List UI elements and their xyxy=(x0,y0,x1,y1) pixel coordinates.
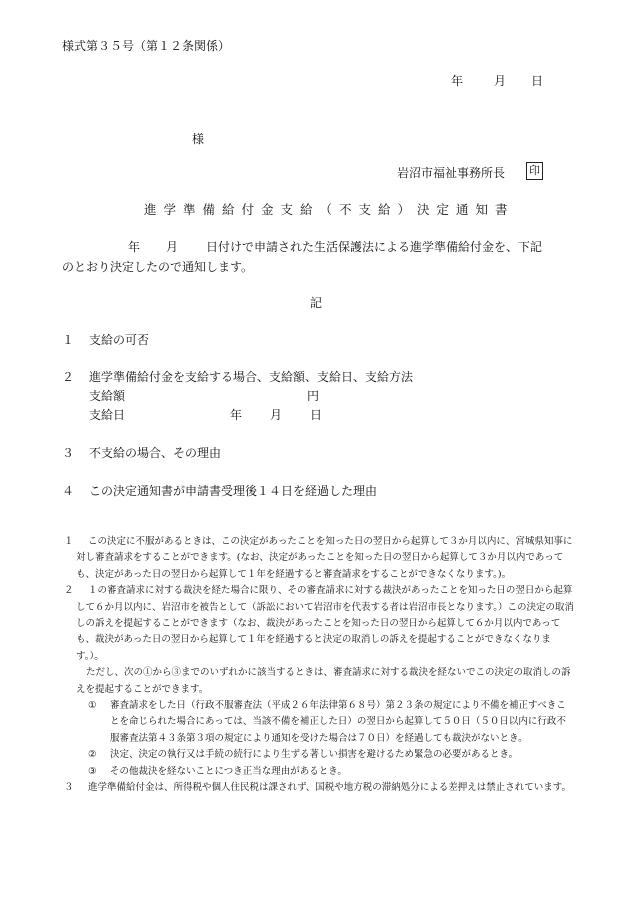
amount-unit: 円 xyxy=(307,389,320,403)
item-1-text: 支給の可否 xyxy=(89,333,150,347)
note-2-sub-3-mark: ③ xyxy=(88,765,97,777)
item-3-text: 不支給の場合、その理由 xyxy=(89,446,222,460)
item-4-number: ４ xyxy=(62,484,75,498)
item-4-text: この決定通知書が申請書受理後１４日を経過した理由 xyxy=(89,484,378,498)
note-3-text: 進学準備給付金は、所得税や個人住民税は課されず、国税や地方税の滞納処分による差押えは禁止されています。 xyxy=(88,782,571,794)
date-month: 月 xyxy=(494,74,507,88)
note-1 xyxy=(64,534,574,583)
note-2-number: ２ xyxy=(64,585,74,597)
note-2-sub-2-mark: ② xyxy=(88,749,97,761)
payment-date-year: 年 xyxy=(230,408,243,422)
note-2-sub-2-text: 決定、決定の執行又は手続の続行により生ずる著しい損害を避けるため緊急の必要があるとき。 xyxy=(110,749,519,761)
document-title: 進学準備給付金支給（不支給）決定通知書 xyxy=(144,202,515,217)
note-2-proviso: ただし、次の①から③までのいずれかに該当するときは、審査請求に対する裁決を経ないでこの決定の取消しの訴えを提起することができます。 xyxy=(76,667,571,695)
issuer-name: 岩沼市福祉事務所長 xyxy=(397,166,506,180)
amount-label: 支給額 xyxy=(89,389,126,403)
note-2-sub-1-text: 審査請求をした日（行政不服審査法（平成２６年法律第６８号）第２３条の規定により不備を補正すべきことを命じられた場合にあっては、当該不備を補正した日）の翌日から起算して５０日（５０日以内に行政不服審査法第４３条第３項の規定により通知を受けた場合は７０日）を経過しても裁決がないとき。 xyxy=(110,700,566,744)
form-number: 様式第３５号（第１２条関係） xyxy=(62,39,231,53)
item-1-number: １ xyxy=(62,333,75,347)
payment-date-day: 日 xyxy=(310,408,323,422)
note-2-sub-1 xyxy=(76,698,574,747)
note-2-sub-3-text: その他裁決を経ないことにつき正当な理由があるとき。 xyxy=(110,765,347,777)
item-3-number: ３ xyxy=(62,446,75,460)
note-2-text: １の審査請求に対する裁決を経た場合に限り、その審査請求に対する裁決があったことを知った日の翌日から起算して６か月以内に、岩沼市を被告として（訴訟において岩沼市を代表する者は岩沼市長となります。）この決定の取消しの訴えを提起することができます（なお、裁決があったことを知った日の翌日から起算して６か月以内であっても、裁決があった日の翌日から起算して１年を経過すると決定の取消しの訴えを提起することができなくなります。）。 xyxy=(76,585,574,662)
ki-heading: 記 xyxy=(310,296,323,310)
note-3 xyxy=(64,780,574,796)
note-2-sub-3 xyxy=(76,764,574,780)
date-year: 年 xyxy=(451,74,464,88)
note-1-number: １ xyxy=(64,536,74,547)
intro-year: 年 xyxy=(128,240,141,254)
date-day: 日 xyxy=(531,74,544,88)
note-3-number: ３ xyxy=(64,782,74,794)
addressee-suffix: 様 xyxy=(192,132,205,146)
notes-section xyxy=(64,534,574,797)
note-2-sub-1-mark: ① xyxy=(88,700,97,712)
note-2-sub-2 xyxy=(76,747,574,763)
intro-month: 月 xyxy=(166,240,179,254)
item-2-number: ２ xyxy=(62,370,75,384)
payment-date-label: 支給日 xyxy=(89,408,126,422)
seal-mark: 印 xyxy=(526,162,543,180)
note-2 xyxy=(64,583,574,780)
intro-line2: のとおり決定したので通知します。 xyxy=(62,260,254,274)
note-1-text: この決定に不服があるときは、この決定があったことを知った日の翌日から起算して３か月以内に、宮城県知事に対し審査請求をすることができます。(なお、決定があったことを知った日の翌日から起算して３か月以内であっても、決定があった日の翌日から起算して１年を経過すると審査請求をすることができなくなります。)。 xyxy=(76,536,573,580)
intro-line1: 日付けで申請された生活保護法による進学準備給付金を、下記 xyxy=(206,240,543,254)
payment-date-month: 月 xyxy=(270,408,283,422)
item-2-text: 進学準備給付金を支給する場合、支給額、支給日、支給方法 xyxy=(89,370,414,384)
